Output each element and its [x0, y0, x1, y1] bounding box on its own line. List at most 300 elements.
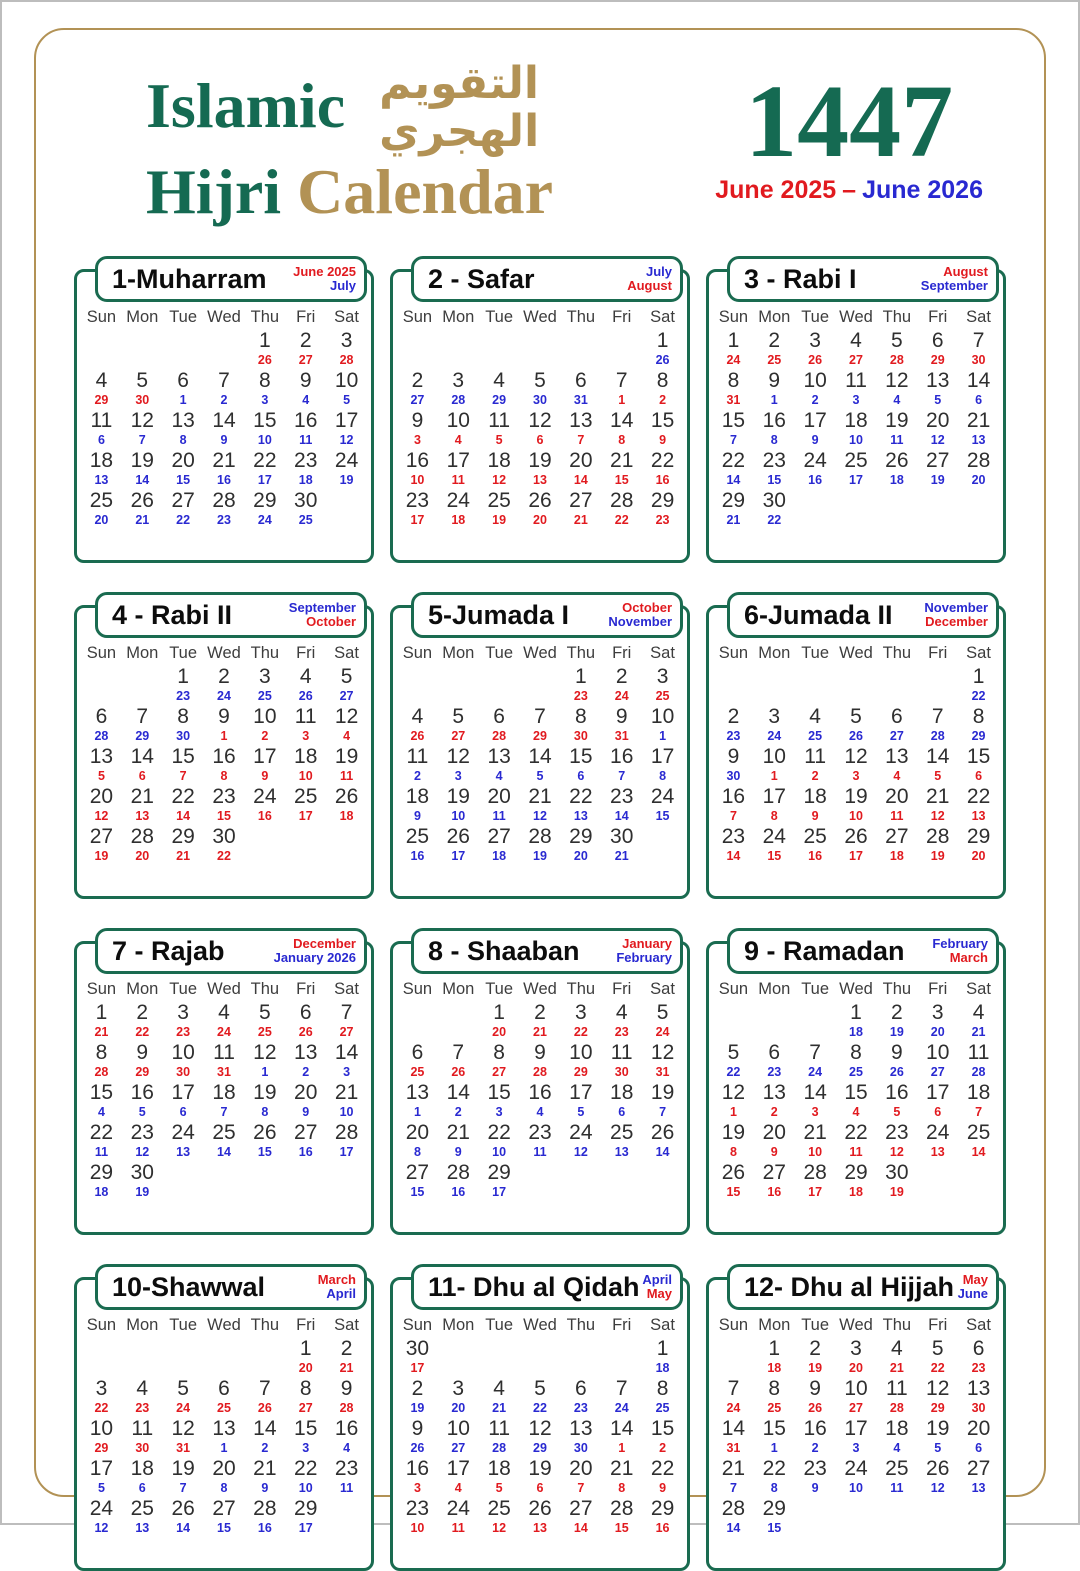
day-cell — [917, 1082, 958, 1122]
hijri-day-number: 1 — [493, 1001, 505, 1025]
day-cell — [713, 410, 754, 450]
gregorian-month-2: January 2026 — [273, 950, 356, 966]
gregorian-day-number: 12 — [533, 809, 547, 824]
gregorian-day-number: 3 — [302, 729, 310, 744]
weekday-header: Sat — [650, 979, 675, 998]
hijri-day-number: 21 — [253, 1457, 277, 1481]
day-cell — [285, 490, 326, 530]
day-cell — [438, 1338, 479, 1378]
gregorian-month-2: April — [326, 1286, 356, 1302]
day-cell — [520, 410, 561, 450]
hijri-day-number: 7 — [972, 329, 985, 353]
weekday-header: Sat — [966, 643, 991, 662]
day-cell — [876, 786, 917, 826]
day-cell — [520, 666, 561, 706]
gregorian-month-1: April — [642, 1272, 672, 1288]
gregorian-month-1: December — [293, 936, 356, 952]
hijri-day-number: 7 — [136, 705, 149, 729]
day-cell — [244, 666, 285, 706]
gregorian-day-number: 3 — [302, 1441, 310, 1456]
day-cell — [163, 1378, 204, 1418]
day-cell — [836, 1082, 877, 1122]
day-cell — [438, 706, 479, 746]
gregorian-day-number: 18 — [655, 1361, 670, 1376]
gregorian-month-1: March — [317, 1272, 356, 1288]
day-cell — [285, 1042, 326, 1082]
day-cell — [397, 1162, 438, 1202]
hijri-day-number: 10 — [803, 369, 827, 393]
day-cell — [713, 1042, 754, 1082]
day-cell — [244, 826, 285, 866]
month-name: 2 - Safar — [428, 263, 535, 294]
gregorian-day-number: 24 — [176, 1401, 191, 1416]
gregorian-day-number: 10 — [451, 809, 466, 824]
hijri-day-number: 28 — [334, 1121, 359, 1145]
day-cell — [754, 410, 795, 450]
hijri-day-number: 15 — [253, 409, 277, 433]
hijri-day-number: 7 — [452, 1041, 465, 1065]
hijri-day-number: 25 — [89, 489, 114, 513]
day-cell — [917, 706, 958, 746]
hijri-day-number: 19 — [926, 1417, 950, 1441]
weekday-header: Fri — [612, 1315, 632, 1334]
gregorian-day-number: 22 — [726, 1065, 741, 1080]
day-cell — [479, 410, 520, 450]
day-cell — [754, 450, 795, 490]
gregorian-month-2: March — [949, 950, 988, 966]
day-cell — [397, 1042, 438, 1082]
hijri-day-number: 15 — [294, 1417, 318, 1441]
hijri-day-number: 10 — [926, 1041, 950, 1065]
gregorian-day-number: 7 — [179, 1481, 187, 1496]
hijri-day-number: 9 — [727, 745, 740, 769]
gregorian-day-number: 28 — [451, 393, 466, 408]
day-cell — [163, 1042, 204, 1082]
gregorian-day-number: 12 — [492, 473, 507, 488]
day-cell — [601, 1122, 642, 1162]
hijri-day-number: 7 — [218, 369, 230, 393]
day-cell — [397, 1418, 438, 1458]
hijri-day-number: 3 — [850, 1337, 862, 1361]
gregorian-day-number: 10 — [257, 433, 272, 448]
gregorian-day-number: 21 — [176, 849, 191, 864]
arabic-calligraphy: التقويم الهجري — [379, 58, 540, 158]
hijri-day-number: 26 — [844, 825, 868, 849]
gregorian-day-number: 29 — [492, 393, 507, 408]
day-cell — [876, 1002, 917, 1042]
hijri-day-number: 19 — [885, 409, 909, 433]
hijri-day-number: 17 — [334, 409, 359, 433]
weekday-header: Sun — [86, 1315, 117, 1334]
day-cell — [917, 746, 958, 786]
gregorian-day-number: 9 — [261, 769, 269, 784]
hijri-day-number: 13 — [171, 409, 195, 433]
gregorian-day-number: 23 — [573, 689, 588, 704]
day-cell — [326, 1042, 367, 1082]
day-cell — [326, 370, 367, 410]
day-cell — [122, 410, 163, 450]
gregorian-day-number: 7 — [577, 433, 585, 448]
day-cell — [754, 1418, 795, 1458]
day-cell — [244, 1338, 285, 1378]
day-cell — [244, 1082, 285, 1122]
day-cell — [601, 370, 642, 410]
hijri-day-number: 2 — [809, 1337, 821, 1361]
weekday-header: Sun — [86, 979, 117, 998]
day-cell — [204, 1042, 245, 1082]
gregorian-day-number: 5 — [138, 1105, 146, 1120]
day-cell — [917, 786, 958, 826]
gregorian-day-number: 23 — [726, 729, 741, 744]
gregorian-day-number: 29 — [135, 1065, 150, 1080]
weekday-header: Sat — [650, 307, 675, 326]
month-grid — [713, 976, 999, 1202]
day-cell — [601, 450, 642, 490]
hijri-day-number: 14 — [610, 409, 634, 433]
day-cell — [713, 746, 754, 786]
hijri-day-number: 29 — [569, 825, 593, 849]
hijri-day-number: 17 — [253, 745, 277, 769]
hijri-day-number: 19 — [650, 1081, 675, 1105]
gregorian-day-number: 7 — [975, 1105, 983, 1120]
hijri-day-number: 16 — [762, 409, 786, 433]
day-cell — [520, 826, 561, 866]
gregorian-day-number: 22 — [971, 689, 986, 704]
day-cell — [958, 330, 999, 370]
hijri-day-number: 1 — [768, 1337, 781, 1361]
day-cell — [520, 1082, 561, 1122]
day-cell — [285, 1002, 326, 1042]
day-cell — [601, 786, 642, 826]
day-cell — [876, 410, 917, 450]
gregorian-day-number: 26 — [889, 1065, 904, 1080]
day-cell — [642, 1162, 683, 1202]
month-grid — [713, 640, 999, 866]
gregorian-day-number: 9 — [302, 1105, 310, 1120]
hijri-day-number: 22 — [294, 1457, 318, 1481]
gregorian-day-number: 18 — [492, 849, 507, 864]
gregorian-day-number: 14 — [135, 473, 150, 488]
hijri-day-number: 22 — [487, 1121, 511, 1145]
weekday-header: Wed — [207, 979, 241, 998]
gregorian-day-number: 21 — [726, 513, 741, 528]
day-cell — [560, 1498, 601, 1538]
hijri-day-number: 24 — [926, 1121, 950, 1145]
gregorian-day-number: 12 — [94, 1521, 109, 1536]
hijri-day-number: 24 — [446, 489, 470, 513]
day-cell — [438, 1002, 479, 1042]
day-cell — [520, 786, 561, 826]
gregorian-day-number: 1 — [618, 1441, 626, 1456]
hijri-day-number: 11 — [90, 409, 113, 433]
day-cell — [122, 1458, 163, 1498]
gregorian-day-number: 2 — [261, 1441, 269, 1456]
day-cell — [713, 1122, 754, 1162]
hijri-day-number: 3 — [259, 665, 271, 689]
gregorian-day-number: 6 — [97, 433, 105, 448]
day-cell — [917, 1122, 958, 1162]
weekday-header: Thu — [882, 1315, 912, 1334]
gregorian-day-number: 30 — [573, 1441, 588, 1456]
hijri-day-number: 21 — [803, 1121, 827, 1145]
hijri-day-number: 15 — [569, 745, 593, 769]
hijri-day-number: 18 — [405, 785, 430, 809]
gregorian-day-number: 8 — [770, 433, 778, 448]
weekday-header: Mon — [758, 307, 791, 326]
gregorian-day-number: 10 — [849, 433, 863, 448]
day-cell — [122, 1162, 163, 1202]
gregorian-day-number: 2 — [811, 769, 819, 784]
hijri-day-number: 20 — [171, 449, 195, 473]
hijri-day-number: 23 — [405, 489, 430, 513]
hijri-day-number: 14 — [721, 1417, 746, 1441]
hijri-day-number: 26 — [171, 1497, 195, 1521]
hijri-day-number: 24 — [334, 449, 359, 473]
gregorian-day-number: 10 — [298, 769, 313, 784]
day-cell — [438, 1122, 479, 1162]
hijri-day-number: 12 — [130, 409, 154, 433]
gregorian-day-number: 7 — [729, 809, 737, 824]
weekday-header: Fri — [296, 1315, 316, 1334]
hijri-day-number: 24 — [844, 1457, 868, 1481]
gregorian-day-number: 15 — [614, 473, 629, 488]
hijri-day-number: 6 — [493, 705, 505, 729]
day-cell — [479, 1378, 520, 1418]
hijri-day-number: 12 — [253, 1041, 277, 1065]
gregorian-day-number: 25 — [298, 513, 313, 528]
hijri-day-number: 10 — [253, 705, 277, 729]
gregorian-day-number: 14 — [217, 1145, 231, 1160]
day-cell — [204, 1082, 245, 1122]
day-cell — [560, 786, 601, 826]
day-cell — [601, 1082, 642, 1122]
gregorian-day-number: 24 — [217, 689, 231, 704]
day-cell — [876, 370, 917, 410]
gregorian-day-number: 20 — [451, 1401, 466, 1416]
day-cell — [795, 1122, 836, 1162]
day-cell — [204, 450, 245, 490]
day-cell — [642, 1082, 683, 1122]
hijri-day-number: 7 — [534, 705, 546, 729]
day-cell — [81, 706, 122, 746]
gregorian-day-number: 30 — [614, 1065, 629, 1080]
weekday-header: Tue — [801, 979, 830, 998]
hijri-day-number: 7 — [340, 1001, 353, 1025]
day-cell — [244, 1122, 285, 1162]
day-cell — [836, 826, 877, 866]
gregorian-day-number: 25 — [655, 689, 670, 704]
gregorian-month-labels — [932, 937, 988, 966]
day-cell — [204, 1378, 245, 1418]
weekday-header: Tue — [169, 979, 198, 998]
gregorian-day-number: 28 — [339, 353, 354, 368]
day-cell — [795, 1378, 836, 1418]
hijri-day-number: 28 — [528, 825, 552, 849]
gregorian-day-number: 5 — [934, 769, 942, 784]
hijri-day-number: 17 — [171, 1081, 195, 1105]
day-cell — [642, 410, 683, 450]
gregorian-day-number: 1 — [220, 1441, 228, 1456]
day-cell — [560, 666, 601, 706]
hijri-day-number: 16 — [212, 745, 236, 769]
hijri-day-number: 10 — [650, 705, 675, 729]
day-cell — [713, 706, 754, 746]
weekday-header: Thu — [566, 643, 596, 662]
hijri-day-number: 4 — [136, 1377, 149, 1401]
gregorian-day-number: 19 — [889, 1025, 904, 1040]
hijri-day-number: 8 — [972, 705, 985, 729]
hijri-day-number: 6 — [575, 1377, 587, 1401]
hijri-day-number: 3 — [575, 1001, 587, 1025]
month-grid — [397, 640, 683, 866]
hijri-day-number: 20 — [212, 1457, 236, 1481]
gregorian-day-number: 6 — [536, 433, 544, 448]
gregorian-day-number: 26 — [808, 353, 823, 368]
day-cell — [326, 1378, 367, 1418]
gregorian-day-number: 30 — [533, 393, 547, 408]
day-cell — [713, 1002, 754, 1042]
hijri-day-number: 26 — [650, 1121, 675, 1145]
day-cell — [642, 1418, 683, 1458]
hijri-day-number: 23 — [762, 449, 786, 473]
weekday-header: Sat — [334, 1315, 359, 1334]
day-cell — [285, 666, 326, 706]
day-cell — [122, 1418, 163, 1458]
day-cell — [438, 746, 479, 786]
hijri-day-number: 5 — [656, 1001, 669, 1025]
hijri-day-number: 4 — [972, 1001, 985, 1025]
gregorian-day-number: 24 — [726, 353, 741, 368]
hijri-day-number: 13 — [405, 1081, 430, 1105]
day-cell — [81, 1162, 122, 1202]
day-cell — [642, 746, 683, 786]
hijri-day-number: 10 — [446, 409, 470, 433]
day-cell — [204, 1122, 245, 1162]
hijri-day-number: 7 — [615, 1377, 628, 1401]
gregorian-day-number: 23 — [573, 1401, 588, 1416]
month-card-jumada-i — [390, 599, 690, 899]
day-cell — [438, 410, 479, 450]
hijri-day-number: 27 — [405, 1161, 430, 1185]
gregorian-day-number: 19 — [930, 849, 945, 864]
gregorian-day-number: 11 — [533, 1145, 547, 1160]
hijri-day-number: 22 — [721, 449, 746, 473]
day-cell — [560, 1458, 601, 1498]
gregorian-day-number: 3 — [413, 433, 421, 448]
gregorian-day-number: 19 — [135, 1185, 150, 1200]
page-header — [36, 30, 1044, 225]
hijri-day-number: 26 — [528, 1497, 552, 1521]
day-cell — [244, 450, 285, 490]
hijri-day-number: 20 — [885, 785, 909, 809]
gregorian-day-number: 11 — [890, 1481, 904, 1496]
day-cell — [876, 1338, 917, 1378]
day-cell — [285, 1122, 326, 1162]
day-cell — [917, 666, 958, 706]
gregorian-day-number: 16 — [257, 1521, 272, 1536]
weekday-header: Wed — [207, 1315, 241, 1334]
day-cell — [326, 706, 367, 746]
gregorian-day-number: 19 — [492, 513, 507, 528]
day-cell — [520, 330, 561, 370]
hijri-day-number: 11 — [488, 409, 511, 433]
day-cell — [560, 1002, 601, 1042]
day-cell — [81, 450, 122, 490]
gregorian-day-number: 11 — [299, 433, 313, 448]
hijri-day-number: 12 — [171, 1417, 195, 1441]
gregorian-day-number: 10 — [492, 1145, 507, 1160]
day-cell — [326, 1418, 367, 1458]
hijri-day-number: 28 — [130, 825, 154, 849]
hijri-day-number: 14 — [334, 1041, 359, 1065]
day-cell — [958, 490, 999, 530]
hijri-day-number: 3 — [931, 1001, 944, 1025]
gregorian-day-number: 23 — [176, 1025, 191, 1040]
day-cell — [560, 746, 601, 786]
gregorian-month-1: January — [622, 936, 672, 952]
hijri-day-number: 15 — [844, 1081, 868, 1105]
day-cell — [601, 1498, 642, 1538]
day-cell — [438, 786, 479, 826]
day-cell — [397, 706, 438, 746]
gregorian-day-number: 26 — [257, 353, 272, 368]
day-cell — [601, 330, 642, 370]
year-block — [712, 56, 986, 205]
day-cell — [81, 1082, 122, 1122]
day-cell — [601, 1338, 642, 1378]
gregorian-day-number: 10 — [410, 1521, 425, 1536]
month-grid — [397, 1312, 683, 1538]
hijri-day-number: 19 — [334, 745, 359, 769]
weekday-header: Mon — [126, 307, 159, 326]
weekday-header: Fri — [928, 643, 948, 662]
gregorian-day-number: 27 — [451, 729, 466, 744]
day-cell — [795, 370, 836, 410]
gregorian-day-number: 2 — [413, 769, 421, 784]
day-cell — [795, 450, 836, 490]
gregorian-day-number: 7 — [659, 1105, 667, 1120]
hijri-day-number: 2 — [411, 1377, 424, 1401]
gregorian-day-number: 26 — [410, 1441, 425, 1456]
day-cell — [81, 410, 122, 450]
day-cell — [81, 330, 122, 370]
hijri-day-number: 30 — [610, 825, 634, 849]
gregorian-day-number: 28 — [492, 729, 507, 744]
day-cell — [479, 1162, 520, 1202]
weekday-header: Sun — [402, 307, 433, 326]
gregorian-day-number: 28 — [339, 1401, 354, 1416]
hijri-day-number: 10 — [569, 1041, 593, 1065]
day-cell — [397, 330, 438, 370]
gregorian-day-number: 1 — [179, 393, 187, 408]
day-cell — [479, 490, 520, 530]
hijri-day-number: 18 — [803, 785, 827, 809]
hijri-day-number: 25 — [294, 785, 318, 809]
day-cell — [81, 1418, 122, 1458]
day-cell — [958, 450, 999, 490]
day-cell — [754, 330, 795, 370]
hijri-day-number: 25 — [610, 1121, 634, 1145]
gregorian-day-number: 24 — [257, 513, 272, 528]
hijri-day-number: 21 — [966, 409, 991, 433]
gregorian-month-2: February — [616, 950, 672, 966]
weekday-header: Sun — [718, 1315, 749, 1334]
day-cell — [244, 746, 285, 786]
hijri-day-number: 28 — [966, 449, 991, 473]
gregorian-month-2: November — [608, 614, 672, 630]
gregorian-day-number: 8 — [413, 1145, 421, 1160]
month-card-muharram — [74, 263, 374, 563]
